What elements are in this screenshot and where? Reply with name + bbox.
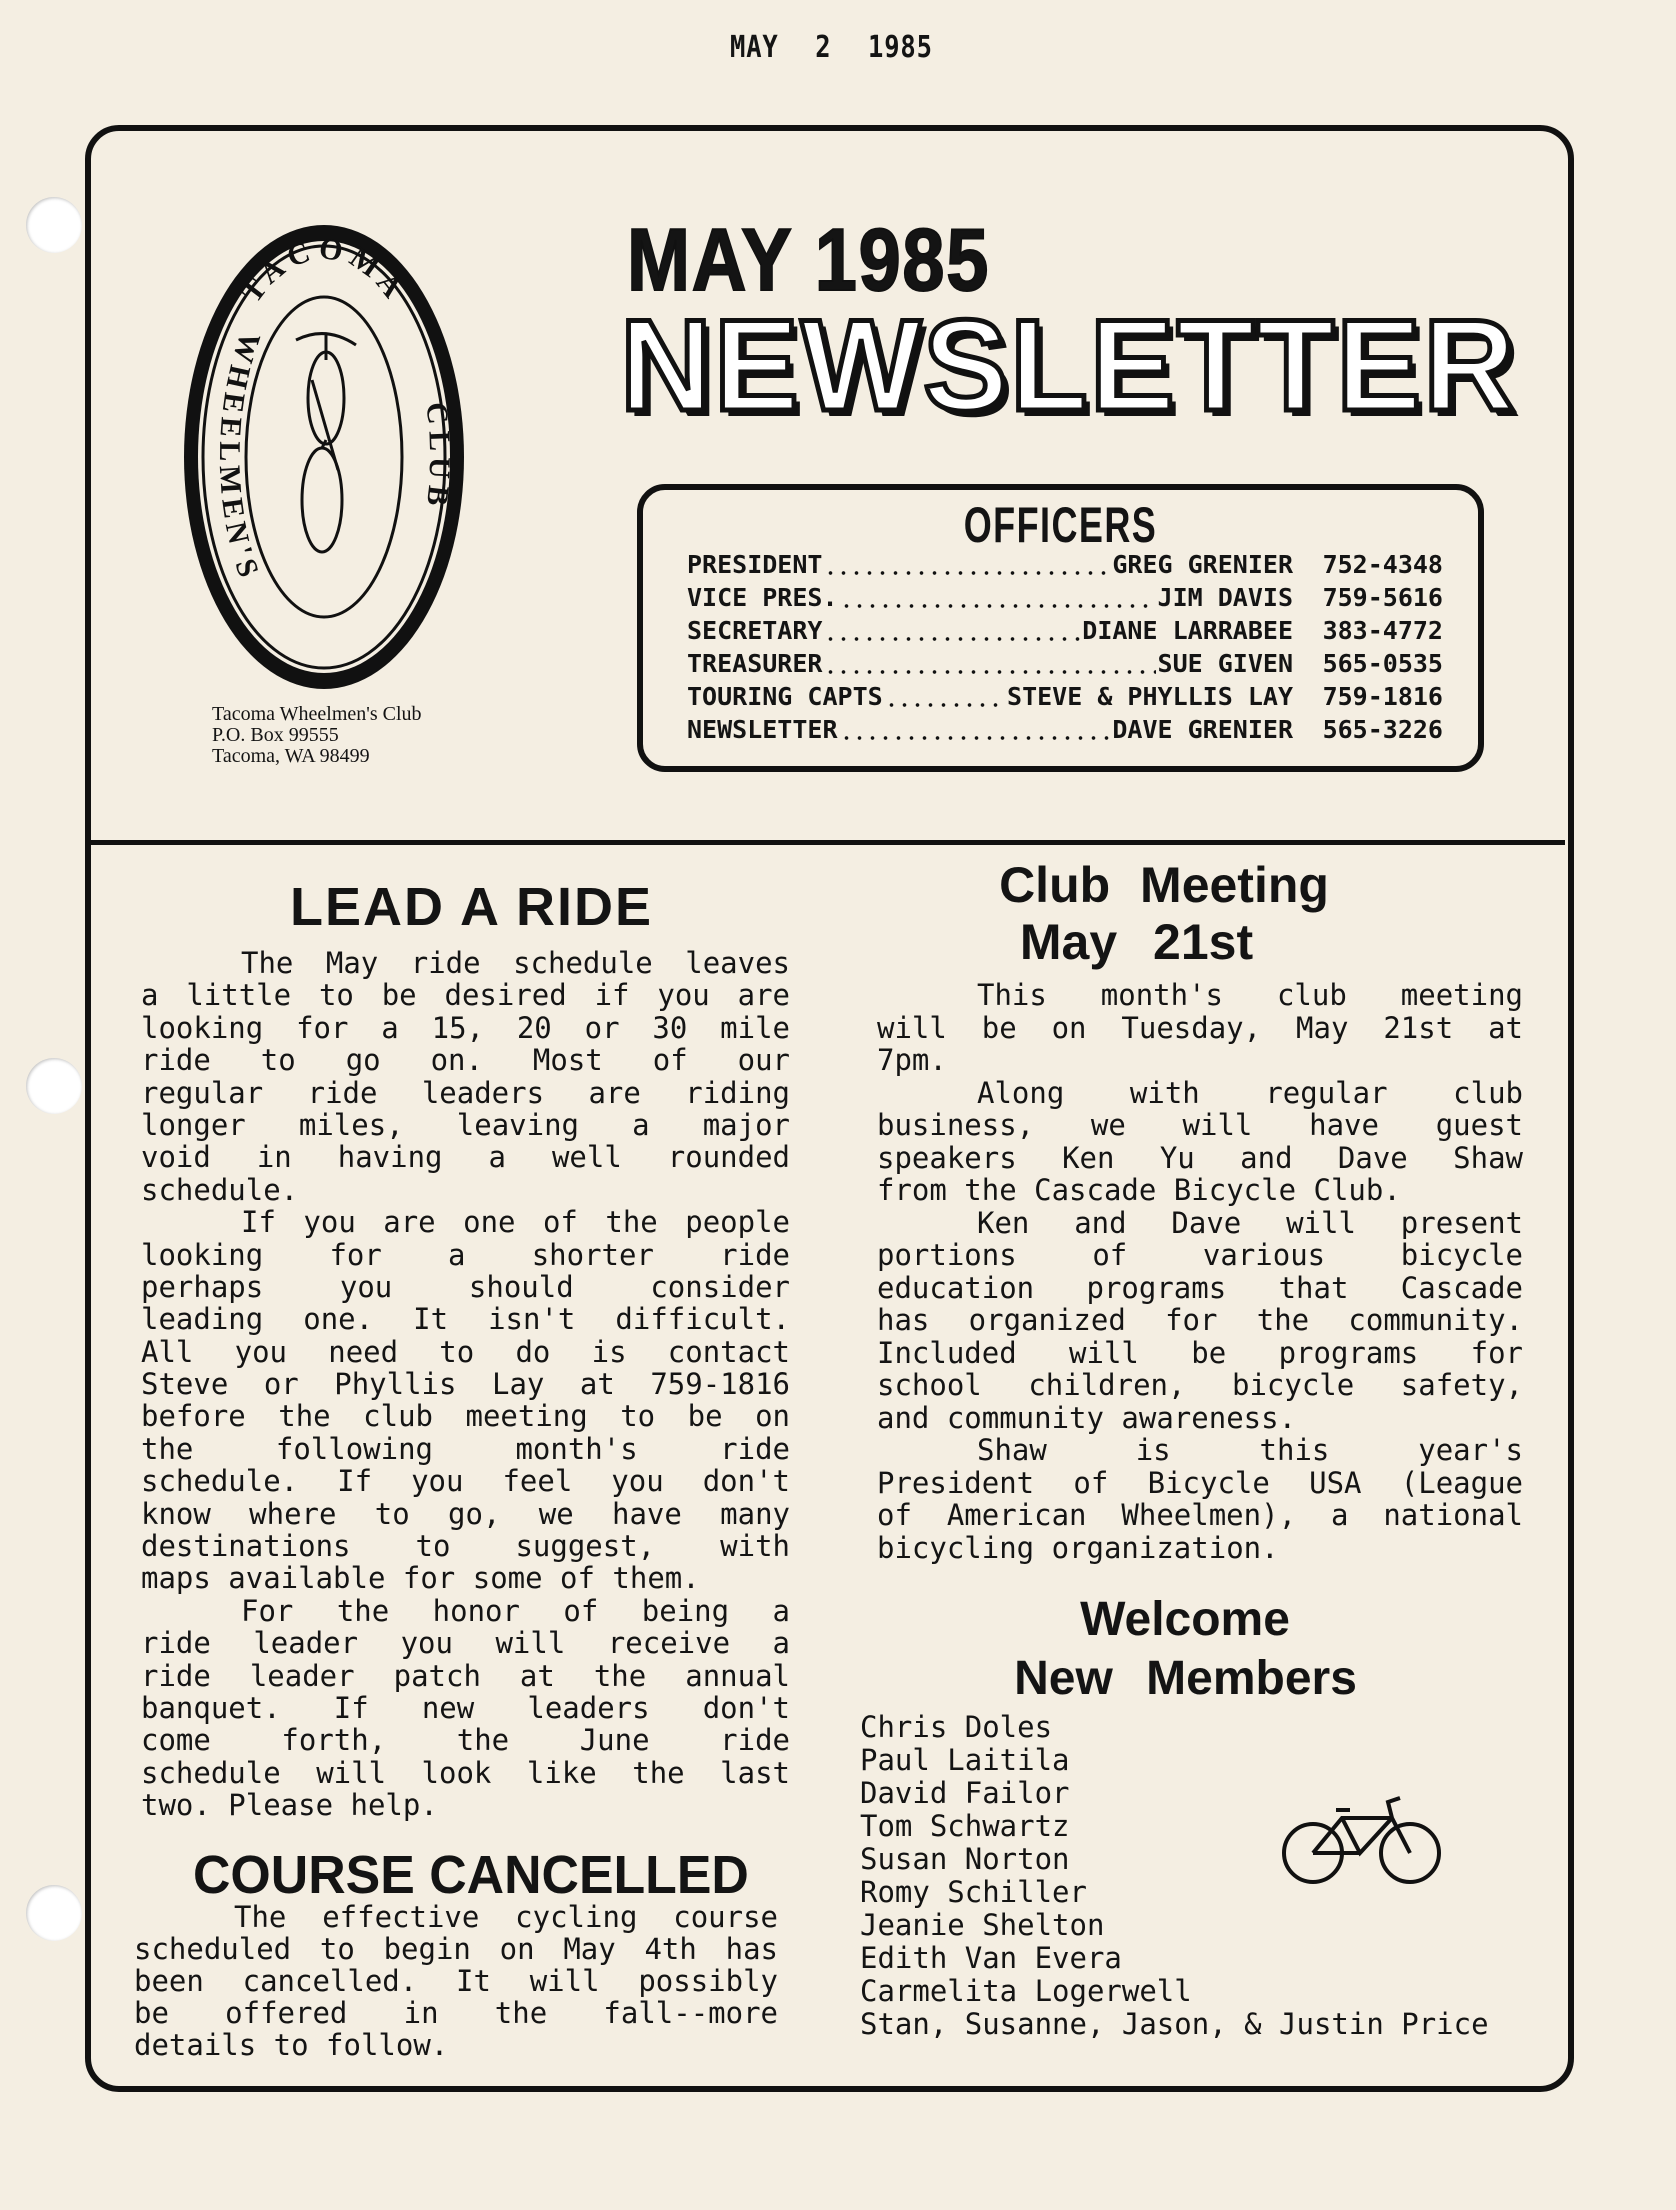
- text-line: come forth, the June ride: [141, 1723, 790, 1758]
- officer-row: [687, 715, 1443, 748]
- logo-text-right: CLUB: [419, 400, 457, 514]
- address-line: Tacoma Wheelmen's Club: [212, 703, 422, 725]
- text-line: ride leader you will receive a: [141, 1626, 790, 1661]
- text-line: schedule will look like the last: [141, 1755, 790, 1790]
- text-line: Shaw is this year's: [977, 1433, 1523, 1467]
- text-line: destinations to suggest, with: [141, 1529, 790, 1564]
- course-cancelled-body: [134, 1901, 778, 2061]
- text-line: know where to go, we have many: [141, 1496, 790, 1531]
- binder-hole: [26, 1885, 82, 1941]
- officer-row: [687, 550, 1443, 583]
- club-meeting-body: [877, 979, 1523, 1564]
- address-line: Tacoma, WA 98499: [212, 745, 370, 767]
- officer-row: [687, 583, 1443, 616]
- officers-box: [637, 484, 1484, 772]
- text-line: details to follow.: [134, 2028, 449, 2062]
- text-line: speakers Ken Yu and Dave Shaw: [877, 1140, 1523, 1175]
- officer-role: TOURING CAPTS: [687, 682, 883, 711]
- officer-phone: 383-4772: [1322, 616, 1443, 645]
- logo-text-left: WHEELMEN'S: [212, 328, 267, 587]
- text-line: education programs that Cascade: [877, 1270, 1523, 1305]
- member-name: Chris Doles: [860, 1710, 1053, 1744]
- officer-row: [687, 649, 1443, 682]
- new-members-list: [860, 1711, 1560, 2041]
- text-line: The May ride schedule leaves: [241, 946, 790, 980]
- officer-phone: 759-1816: [1322, 682, 1443, 711]
- officer-name: DAVE GRENIER: [1112, 715, 1293, 744]
- officer-role: VICE PRES.: [687, 583, 838, 612]
- text-line: schedule. If you feel you don't: [141, 1464, 790, 1499]
- officer-role: TREASURER: [687, 649, 823, 678]
- text-line: Steve or Phyllis Lay at 759-1816: [141, 1367, 790, 1402]
- text-line: President of Bicycle USA (League: [877, 1465, 1523, 1500]
- welcome-heading: Welcome: [1080, 1593, 1290, 1646]
- member-name: Paul Laitila: [860, 1743, 1070, 1777]
- member-name: David Failor: [860, 1776, 1070, 1810]
- officer-phone: 565-3226: [1322, 715, 1443, 744]
- text-line: from the Cascade Bicycle Club.: [877, 1173, 1401, 1207]
- club-meeting-date-heading: May 21st: [1019, 914, 1254, 970]
- lead-a-ride-body: [141, 947, 790, 1822]
- text-line: maps available for some of them.: [141, 1561, 700, 1596]
- officer-phone: 752-4348: [1322, 550, 1443, 579]
- officer-phone: 565-0535: [1322, 649, 1443, 678]
- binder-hole: [26, 1058, 82, 1114]
- officers-list: [687, 550, 1443, 748]
- member-name: Edith Van Evera: [860, 1941, 1122, 1975]
- officer-name: JIM DAVIS: [1157, 583, 1293, 612]
- member-name: Romy Schiller: [860, 1875, 1087, 1909]
- member-name: Carmelita Logerwell: [860, 1974, 1192, 2008]
- officer-role: PRESIDENT: [687, 550, 823, 579]
- officer-phone: 759-5616: [1322, 583, 1443, 612]
- text-line: The effective cycling course: [234, 1900, 778, 1934]
- text-line: school children, bicycle safety,: [877, 1368, 1523, 1402]
- club-meeting-heading: Club Meeting: [999, 857, 1329, 913]
- text-line: Ken and Dave will present: [977, 1205, 1523, 1240]
- text-line: ride to go on. Most of our: [141, 1043, 790, 1078]
- text-line: schedule.: [141, 1172, 299, 1207]
- member-name: Susan Norton: [860, 1842, 1070, 1876]
- club-logo: [0, 0, 700, 800]
- text-line: a little to be desired if you are: [141, 978, 790, 1013]
- text-line: looking for a shorter ride: [141, 1237, 790, 1272]
- text-line: ride leader patch at the annual: [141, 1658, 790, 1693]
- text-line: scheduled to begin on May 4th has: [134, 1932, 778, 1966]
- text-line: looking for a 15, 20 or 30 mile: [141, 1010, 790, 1045]
- section-divider: [88, 840, 1565, 845]
- club-address: [212, 704, 422, 767]
- logo-text-top: TACOMA: [235, 231, 413, 309]
- text-line: will be on Tuesday, May 21st at: [877, 1010, 1523, 1045]
- text-line: This month's club meeting: [977, 978, 1523, 1012]
- officer-role: SECRETARY: [687, 616, 823, 645]
- text-line: has organized for the community.: [877, 1303, 1523, 1337]
- text-line: banquet. If new leaders don't: [141, 1690, 790, 1725]
- dot-leader: [840, 736, 1111, 740]
- text-line: two. Please help.: [141, 1788, 438, 1823]
- member-name: Tom Schwartz: [860, 1809, 1070, 1843]
- officer-name: GREG GRENIER: [1112, 550, 1293, 579]
- officers-title: OFFICERS: [963, 497, 1158, 553]
- dot-leader: [824, 637, 1080, 641]
- officer-name: DIANE LARRABEE: [1082, 616, 1293, 645]
- text-line: before the club meeting to be on: [141, 1399, 790, 1434]
- officer-row: [687, 616, 1443, 649]
- text-line: All you need to do is contact: [141, 1334, 790, 1369]
- text-line: be offered in the fall--more: [134, 1996, 778, 2030]
- lead-a-ride-heading: LEAD A RIDE: [290, 877, 654, 937]
- text-line: perhaps you should consider: [141, 1269, 790, 1304]
- member-name: Stan, Susanne, Jason, & Justin Price: [860, 2007, 1489, 2041]
- text-line: For the honor of being a: [241, 1593, 790, 1628]
- text-line: the following month's ride: [141, 1431, 790, 1466]
- officer-role: NEWSLETTER: [687, 715, 838, 744]
- course-cancelled-heading: COURSE CANCELLED: [193, 1845, 749, 1905]
- officer-name: STEVE & PHYLLIS LAY: [1007, 682, 1293, 711]
- text-line: regular ride leaders are riding: [141, 1075, 790, 1110]
- dot-leader: [840, 604, 1156, 608]
- text-line: and community awareness.: [877, 1400, 1297, 1435]
- text-line: portions of various bicycle: [877, 1238, 1523, 1272]
- text-line: If you are one of the people: [241, 1205, 790, 1240]
- text-line: void in having a well rounded: [141, 1140, 790, 1175]
- bicycle-icon: [1280, 1790, 1445, 1890]
- dot-leader: [885, 703, 1005, 707]
- text-line: leading one. It isn't difficult.: [141, 1302, 790, 1337]
- dot-leader: [824, 571, 1110, 575]
- received-date-stamp: MAY 2 1985: [730, 30, 933, 65]
- text-line: longer miles, leaving a major: [141, 1107, 790, 1142]
- text-line: Included will be programs for: [877, 1335, 1523, 1370]
- newsletter-title: NEWSLETTER: [620, 292, 1518, 438]
- issue-month: MAY 1985: [627, 210, 991, 309]
- text-line: bicycling organization.: [877, 1530, 1279, 1565]
- officer-name: SUE GIVEN: [1157, 649, 1293, 678]
- officer-row: [687, 682, 1443, 715]
- text-line: 7pm.: [877, 1043, 947, 1077]
- text-line: of American Wheelmen), a national: [877, 1498, 1523, 1532]
- new-members-heading: New Members: [1014, 1652, 1357, 1705]
- address-line: P.O. Box 99555: [212, 724, 339, 746]
- text-line: been cancelled. It will possibly: [134, 1964, 778, 1998]
- text-line: Along with regular club: [977, 1075, 1523, 1110]
- text-line: business, we will have guest: [877, 1108, 1523, 1142]
- dot-leader: [824, 670, 1155, 674]
- member-name: Jeanie Shelton: [860, 1908, 1105, 1942]
